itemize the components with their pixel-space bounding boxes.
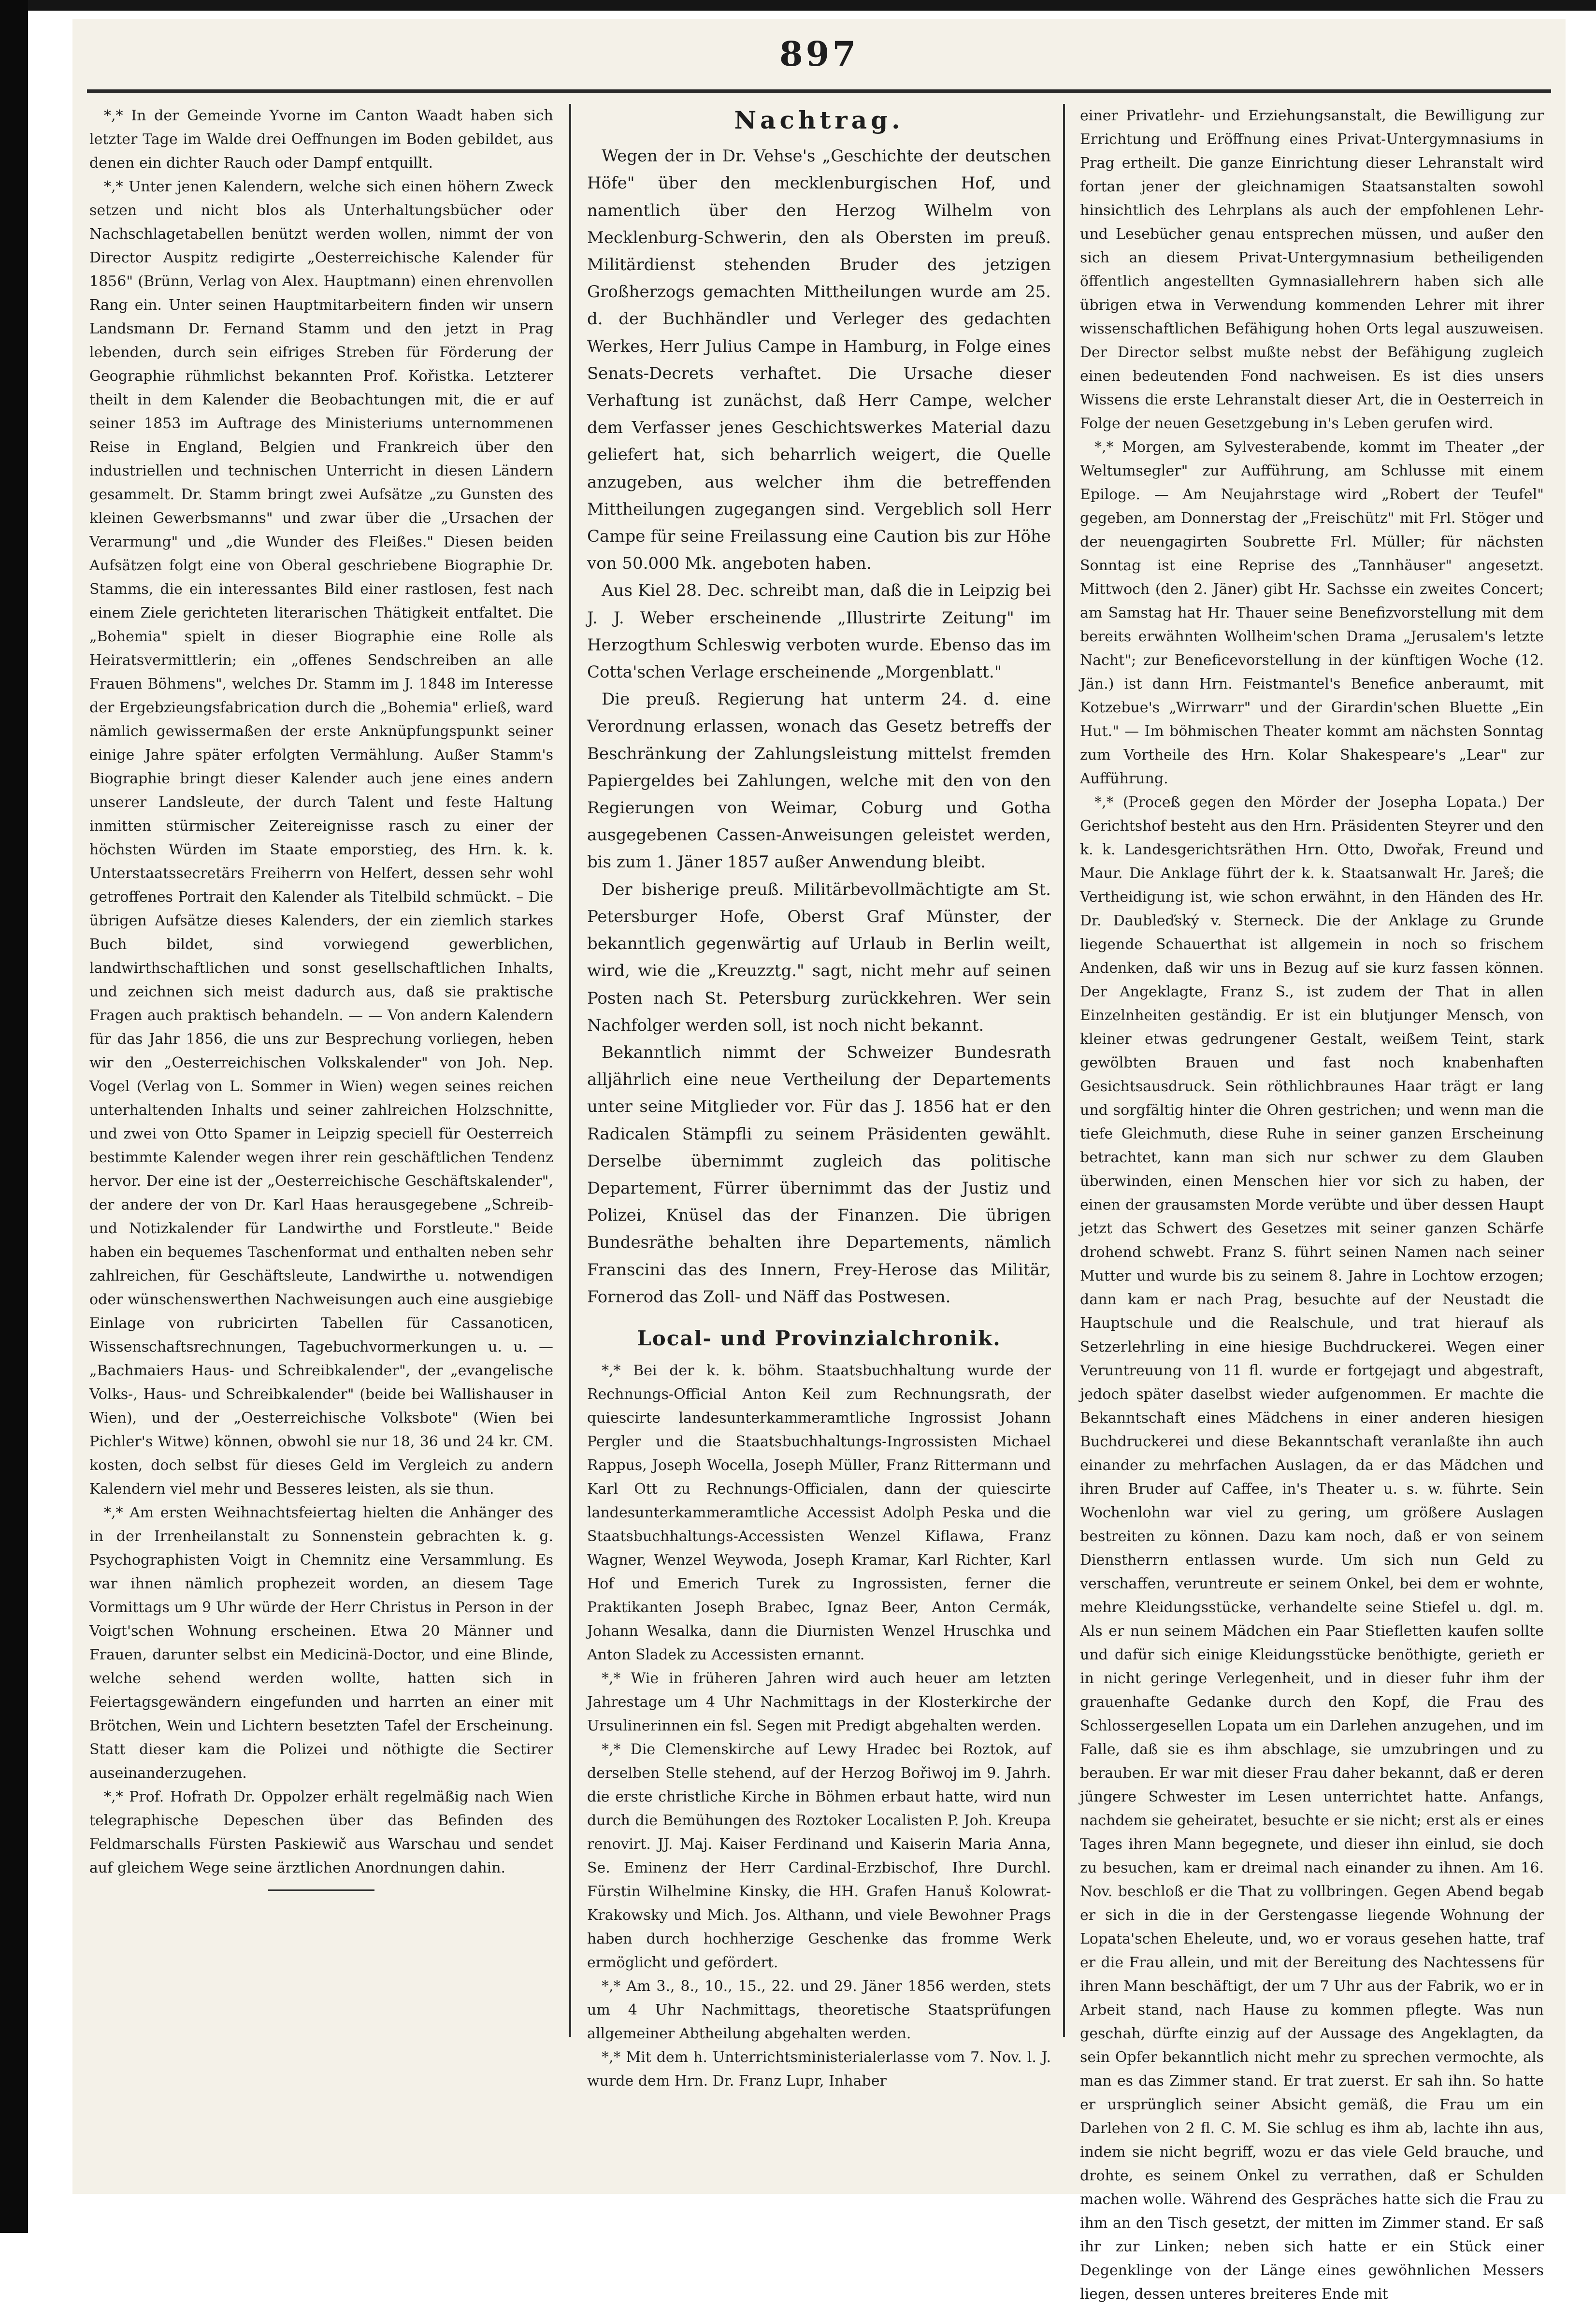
article-muenster: Der bisherige preuß. Militärbevollmächtigte am St. Petersburger Hofe, Oberst Graf Münster, der bekanntlich gegenwärtig auf Urlaub in Berlin weilt, wird, wie die „Kreuzztg." sagt, nicht mehr auf seinen Posten nach St. Petersburg zurückkehren. Wer sein Nachfolger werden soll, ist noch nicht bekannt. <box>587 879 1051 1035</box>
scan-border-top <box>28 0 1596 11</box>
header-rule <box>87 89 1551 93</box>
article-papiergeld: Die preuß. Regierung hat unterm 24. d. eine Verordnung erlassen, wonach das Gesetz betreffs der Beschränkung der Zahlungsleistung mittelst fremden Papiergeldes bei Zahlungen, welche mit den von den Regierungen von Weimar, Coburg und Gotha ausgegebenen Cassen-Anweisungen geleistet werden, bis zum 1. Jäner 1857 außer Anwendung bleibt. <box>587 690 1051 872</box>
column-divider <box>1063 104 1065 2037</box>
article-bundesrath: Bekanntlich nimmt der Schweizer Bundesrath alljährlich eine neue Vertheilung der Departements unter seine Mitglieder vor. Für das J. 1856 hat er den Radicalen Stämpfli zu seinem Präsidenten gewählt. Derselbe übernimmt zugleich das politische Departement, Fürrer übernimmt das der Justiz und Polizei, Knüsel das der Finanzen. Die übrigen Bundesräthe behalten ihre Departements, nämlich Franscini das des Innern, Frey-Herose das Militär, Fornerod das Zoll- und Näff das Postwesen. <box>587 1042 1051 1307</box>
right-column <box>1080 104 1544 2303</box>
column-divider <box>569 104 571 2037</box>
article-ursulinerinnen: *,* Wie in früheren Jahren wird auch heuer am letzten Jahrestage um 4 Uhr Nachmittags in der Klosterkirche der Ursulinerinnen ein fsl. Segen mit Predigt abgehalten werden. <box>587 1670 1051 1735</box>
article-kiel: Aus Kiel 28. Dec. schreibt man, daß die in Leipzig bei J. J. Weber erscheinende „Illustrirte Zeitung" im Herzogthum Schleswig verboten wurde. Ebenso das im Cotta'schen Verlage erscheinende „Morgenblatt." <box>587 581 1051 682</box>
section-heading-nachtrag: Nachtrag. <box>734 106 904 134</box>
article-staatspruefungen: *,* Am 3., 8., 10., 15., 22. und 29. Jäner 1856 werden, stets um 4 Uhr Nachmittags, theoretische Staatsprüfungen allgemeiner Abtheilung abgehalten werden. <box>587 1978 1051 2043</box>
article-theater: *,* Morgen, am Sylvesterabende, kommt im Theater „der Weltumsegler" zur Aufführung, am Schlusse mit einem Epiloge. — Am Neujahrstage wird „Robert der Teufel" gegeben, am Donnerstag der „Freischütz" mit Frl. Stöger und der neuengagirten Soubrette Frl. Müller; für nächsten Sonntag ist eine Reprise des „Tannhäuser" angesetzt. Mittwoch (den 2. Jäner) gibt Hr. Sachsse ein zweites Concert; am Samstag hat Hr. Thauer seine Benefizvorstellung mit dem bereits erwähnten Wollheim'schen Drama „Jerusalem's letzte Nacht"; zur Beneficevorstellung in der künftigen Woche (12. Jän.) ist dann Hrn. Feistmantel's Benefice anberaumt, mit Kotzebue's „Wirrwarr" und der Girardin'schen Bluette „Ein Hut." — Im böhmischen Theater kommt am nächsten Sonntag zum Vortheile des Hrn. Kolar Shakespeare's „Lear" zur Aufführung. <box>1080 439 1544 787</box>
article-yvorne: *,* In der Gemeinde Yvorne im Canton Waadt haben sich letzter Tage im Walde drei Oeffnungen im Boden gebildet, aus denen ein dichter Rauch oder Dampf entquillt. <box>89 107 553 172</box>
article-lopata-prozess: *,* (Proceß gegen den Mörder der Josepha Lopata.) Der Gerichtshof besteht aus den Hrn. Präsidenten Steyrer und den k. k. Landesgerichtsräthen Hrn. Otto, Dwořak, Freund und Maur. Die Anklage führt der k. k. Staatsanwalt Hr. Jareš; die Vertheidigung ist, wie schon erwähnt, in den Händen des Hr. Dr. Daubleďský v. Sterneck. Die der Anklage zu Grunde liegende Schauerthat ist allgemein in noch so frischem Andenken, daß wir uns in Bezug auf sie kurz fassen können. Der Angeklagte, Franz S., ist zudem der That in allen Einzelnheiten geständig. Er ist ein blutjunger Mensch, von kleiner etwas gedrungener Gestalt, weißem Teint, stark gewölbten Brauen und fast noch knabenhaften Gesichtsausdruck. Sein röthlichbraunes Haar trägt er lang und sorgfältig hinter die Ohren gestrichen; und wenn man die tiefe Gleichmuth, diese Ruhe in seiner ganzen Erscheinung betrachtet, kann man sich nur schwer zu dem Glauben überwinden, einen Menschen hier vor sich zu haben, der einen der grausamsten Morde verübte und über dessen Haupt jetzt das Schwert des Gesetzes mit seiner ganzen Schärfe drohend schwebt. Franz S. führt seinen Namen nach seiner Mutter und wurde bis zu seinem 8. Jahre in Lochtow erzogen; dann kam er nach Prag, besuchte auf der Neustadt die Hauptschule und die Realschule, und trat hierauf als Setzerlehrling in eine hiesige Buchdruckerei. Wegen einer Veruntreuung von 11 fl. wurde er fortgejagt und abgestraft, jedoch später daselbst wieder aufgenommen. Er machte die Bekanntschaft eines Mädchens in einer anderen hiesigen Buchdruckerei und diese Bekanntschaft veranlaßte ihn auch einander zu mehrfachen Auslagen, da er das Mädchen und ihren Bruder auf Caffee, in's Theater u. s. w. führte. Sein Wochenlohn war viel zu gering, um größere Auslagen bestreiten zu können. Dazu kam noch, daß er von seinem Dienstherrn entlassen wurde. Um sich nun Geld zu verschaffen, veruntreute er seinem Onkel, bei dem er wohnte, mehre Kleidungsstücke, verhandelte seine Stiefel u. dgl. m. Als er nun seinem Mädchen ein Paar Stiefletten kaufen sollte und dafür sich einige Kleidungsstücke benöthigte, gerieth er in nicht geringe Verlegenheit, und in dieser fuhr ihm der grauenhafte Gedanke durch den Kopf, die Frau des Schlossergesellen Lopata um ein Darlehen anzugehen, und im Falle, daß sie es ihm abschlage, sie umzubringen und zu berauben. Er war mit dieser Frau daher bekannt, daß er deren jüngere Schwester im Lesen unterrichtet hatte. Anfangs, nachdem sie geheiratet, besuchte er sie nicht; erst als er eines Tages ihren Mann begegnete, und dieser ihn einlud, sie doch zu besuchen, kam er dreimal nach einander zu ihnen. Am 16. Nov. beschloß er die That zu vollbringen. Gegen Abend begab er sich in die in der Gerstengasse liegende Wohnung der Lopata'schen Eheleute, und, wo er voraus gesehen hatte, traf er die Frau allein, und mit der Bereitung des Nachtessens für ihren Mann beschäftigt, der um 7 Uhr aus der Fabrik, wo er in Arbeit stand, nach Hause zu kommen pflegte. Was nun geschah, dürfte einzig auf der Aussage des Angeklagten, da sein Opfer bekanntlich nicht mehr zu sprechen vermochte, als man es das Zimmer stand. Er trat zuerst. Er sah ihn. So hatte er ursprünglich seiner Absicht gemäß, die Frau um ein Darlehen von 2 fl. C. M. Sie schlug es ihm ab, lachte ihn aus, indem sie nicht begriff, wozu er das viele Geld brauche, und drohte, es seinem Onkel zu verrathen, daß er Schulden machen wolle. Während des Gespräches hatte sich die Frau zu ihm an den Tisch gesetzt, der mitten im Zimmer stand. Er saß ihr zur Linken; neben sich hatte er ein Stück einer Degenklinge von der Länge eines gewöhnlichen Messers liegen, dessen unteres breiteres Ende mit <box>1080 794 1544 2303</box>
article-privatgymnasium: einer Privatlehr- und Erziehungsanstalt, die Bewilligung zur Errichtung und Eröffnung eines Privat-Untergymnasiums in Prag ertheilt. Die ganze Einrichtung dieser Lehranstalt wird fortan jener der gleichnamigen Staatsanstalten sowohl hinsichtlich des Lehrplans als auch der empfohlenen Lehr- und Lesebücher genau entsprechen müssen, und außer den sich an diesem Privat-Untergymnasium betheiligenden öffentlich angestellten Gymnasiallehrern haben sich alle übrigen etwa in Verwendung kommenden Lehrer mit ihrer wissenschaftlichen Befähigung hohen Orts legal auszuweisen. Der Director selbst mußte nebst der Befähigung zugleich einen bedeutenden Fond nachweisen. Es ist dies unsers Wissens die erste Lehranstalt dieser Art, die in Oesterreich in Folge der neuen Gesetzgebung in's Leben gerufen wird. <box>1080 107 1544 432</box>
left-column <box>89 104 553 2037</box>
local-chronicle <box>587 1359 1051 2093</box>
article-clemenskirche: *,* Die Clemenskirche auf Lewy Hradec bei Roztok, auf derselben Stelle stehend, auf der Herzog Bořiwoj im 9. Jahrh. die erste christliche Kirche in Böhmen erbaut hatte, wird nun durch die Bemühungen des Roztoker Localisten P. Joh. Kreupa renovirt. JJ. Maj. Kaiser Ferdinand und Kaiserin Maria Anna, Se. Eminenz der Herr Cardinal-Erzbischof, Ihre Durchl. Fürstin Wilhelmine Kinsky, die HH. Grafen Hanuš Kolowrat-Krakowsky und Mich. Jos. Althann, und viele Bewohner Prags haben durch hochherzige Geschenke das fromme Werk ermöglicht und gefördert. <box>587 1741 1051 1972</box>
end-rule <box>268 1889 374 1891</box>
newspaper-page <box>72 19 1566 2303</box>
middle-column <box>587 104 1051 2090</box>
scan-border-left <box>0 0 28 2233</box>
article-staatsbuchhaltung: *,* Bei der k. k. böhm. Staatsbuchhaltung wurde der Rechnungs-Official Anton Keil zum Rechnungsrath, der quiescirte landesunterkammeramtliche Ingrossist Johann Pergler und die Staatsbuchhaltungs-Ingrossisten Michael Rappus, Joseph Wocella, Joseph Müller, Franz Rittermann und Karl Ott zu Rechnungs-Officialen, dann der quiescirte landesunterkammeramtliche Accessist Adolph Peska und die Staatsbuchhaltungs-Accessisten Wenzel Kiflawa, Franz Wagner, Wenzel Weywoda, Joseph Kramar, Karl Richter, Karl Hof und Emerich Turek zu Ingrossisten, ferner die Praktikanten Joseph Brabec, Ignaz Beer, Anton Cermák, Johann Wesalka, dann die Diurnisten Wenzel Hruschka und Anton Sladek zu Accessisten ernannt. <box>587 1362 1051 1664</box>
article-unterrichtsministerium: *,* Mit dem h. Unterrichtsministerialerlasse vom 7. Nov. l. J. wurde dem Hrn. Dr. Franz Lupr, Inhaber <box>587 2049 1051 2090</box>
article-oppolzer: *,* Prof. Hofrath Dr. Oppolzer erhält regelmäßig nach Wien telegraphische Depeschen über das Befinden des Feldmarschalls Fürsten Paskiewič aus Warschau und sendet auf gleichem Wege seine ärztlichen Anordnungen dahin. <box>89 1788 553 1876</box>
article-campe: Wegen der in Dr. Vehse's „Geschichte der deutschen Höfe" über den mecklenburgischen Hof, und namentlich über den Herzog Wilhelm von Mecklenburg-Schwerin, den als Obersten im preuß. Militärdienst stehenden Bruder des jetzigen Großherzogs gemachten Mittheilungen wurde am 25. d. der Buchhändler und Verleger des gedachten Werkes, Herr Julius Campe in Hamburg, in Folge eines Senats-Decrets verhaftet. Die Ursache dieser Verhaftung ist zunächst, daß Herr Campe, welcher dem Verfasser jenes Geschichtswerkes Material dazu geliefert hat, sich beharrlich weigert, die Quelle anzugeben, aus welcher ihm die betreffenden Mittheilungen zugegangen sind. Vergeblich soll Herr Campe für seine Freilassung eine Caution bis zur Höhe von 50.000 Mk. angeboten haben. <box>587 146 1051 574</box>
page-number: 897 <box>779 34 859 74</box>
section-heading-local: Local- und Provinzialchronik. <box>637 1326 1001 1350</box>
article-voigt: *,* Am ersten Weihnachtsfeiertag hielten die Anhänger des in der Irrenheilanstalt zu Sonnenstein gebrachten k. g. Psychographisten Voigt in Chemnitz eine Versammlung. Es war ihnen nämlich prophezeit worden, an diesem Tage Vormittags um 9 Uhr würde der Herr Christus in Person in der Voigt'schen Wohnung erscheinen. Etwa 20 Männer und Frauen, darunter selbst ein Medicinä-Doctor, und eine Blinde, welche sehend werden wollte, hatten sich in Feiertagsgewändern eingefunden und harrten an einer mit Brötchen, Wein und Lichtern besetzten Tafel der Erscheinung. Statt dieser kam die Polizei und nöthigte die Sectirer auseinanderzugehen. <box>89 1504 553 1782</box>
article-kalender: *,* Unter jenen Kalendern, welche sich einen höhern Zweck setzen und nicht blos als Unterhaltungsbücher oder Nachschlagetabellen benützt werden wollen, nimmt der von Director Auspitz redigirte „Oesterreichische Kalender für 1856" (Brünn, Verlag von Alex. Hauptmann) einen ehrenvollen Rang ein. Unter seinen Hauptmitarbeitern finden wir unsern Landsmann Dr. Fernand Stamm und den jetzt in Prag lebenden, durch sein eifriges Streben für Förderung der Geographie rühmlichst bekannten Prof. Kořistka. Letzterer theilt in dem Kalender die Beobachtungen mit, die er auf seiner 1853 im Auftrage des Ministeriums unternommenen Reise in England, Belgien und Frankreich über den industriellen und technischen Unterricht in diesen Ländern gesammelt. Dr. Stamm bringt zwei Aufsätze „zu Gunsten des kleinen Gewerbsmanns" und zwar über die „Ursachen der Verarmung" und „die Wunder des Fleißes." Diesen beiden Aufsätzen folgt eine von Oberal geschriebene Biographie Dr. Stamms, die ein interessantes Bild einer rastlosen, fest nach einem Ziele gerichteten literarischen Thätigkeit entfaltet. Die „Bohemia" spielt in dieser Biographie eine Rolle als Heiratsvermittlerin; ein „offenes Sendschreiben an alle Frauen Böhmens", welches Dr. Stamm im J. 1848 im Interesse der Ergebzieungsfabrication durch die „Bohemia" erließ, ward nämlich gewissermaßen der erste Anknüpfungspunkt seiner einige Jahre später erfolgten Vermählung. Außer Stamm's Biographie bringt dieser Kalender auch jene eines andern unserer Landsleute, der durch Talent und feste Haltung inmitten stürmischer Zeitereignisse rasch zu einer der höchsten Würden im Staate emporstieg, des Hrn. k. k. Unterstaatssecretärs Freiherrn von Helfert, dessen sehr wohl getroffenes Portrait den Kalender als Titelbild schmückt. – Die übrigen Aufsätze dieses Kalenders, der ein ziemlich starkes Buch bildet, sind vorwiegend gewerblichen, landwirthschaftlichen und sonst gesellschaftlichen Inhalts, und zeichnen sich meist dadurch aus, daß sie praktische Fragen auch praktisch behandeln. — — Von andern Kalendern für das Jahr 1856, die uns zur Besprechung vorliegen, heben wir den „Oesterreichischen Volkskalender" von Joh. Nep. Vogel (Verlag von L. Sommer in Wien) wegen seines reichen unterhaltenden Inhalts und seiner zahlreichen Holzschnitte, und zwei von Otto Spamer in Leipzig speciell für Oesterreich bestimmte Kalender wegen ihrer rein geschäftlichen Tendenz hervor. Der eine ist der „Oesterreichische Geschäftskalender", der andere der von Dr. Karl Haas herausgegebene „Schreib- und Notizkalender für Landwirthe und Forstleute." Beide haben ein bequemes Taschenformat und enthalten neben sehr zahlreichen, für Geschäftsleute, Landwirthe u. notwendigen oder wünschenswerthen Nachweisungen auch eine ausgiebige Einlage von rubricirten Tabellen für Cassanoticen, Wissenschaftsrechnungen, Tagebuchvormerkungen u. u. — „Bachmaiers Haus- und Schreibkalender", der „evangelische Volks-, Haus- und Schreibkalender" (beide bei Wallishauser in Wien), und der „Oesterreichische Volksbote" (Wien bei Pichler's Witwe) können, obwohl sie nur 18, 36 und 24 kr. CM. kosten, doch selbst für dieses Geld im Vergleich zu andern Kalendern viel mehr und Besseres leisten, als sie thun. <box>89 178 553 1498</box>
